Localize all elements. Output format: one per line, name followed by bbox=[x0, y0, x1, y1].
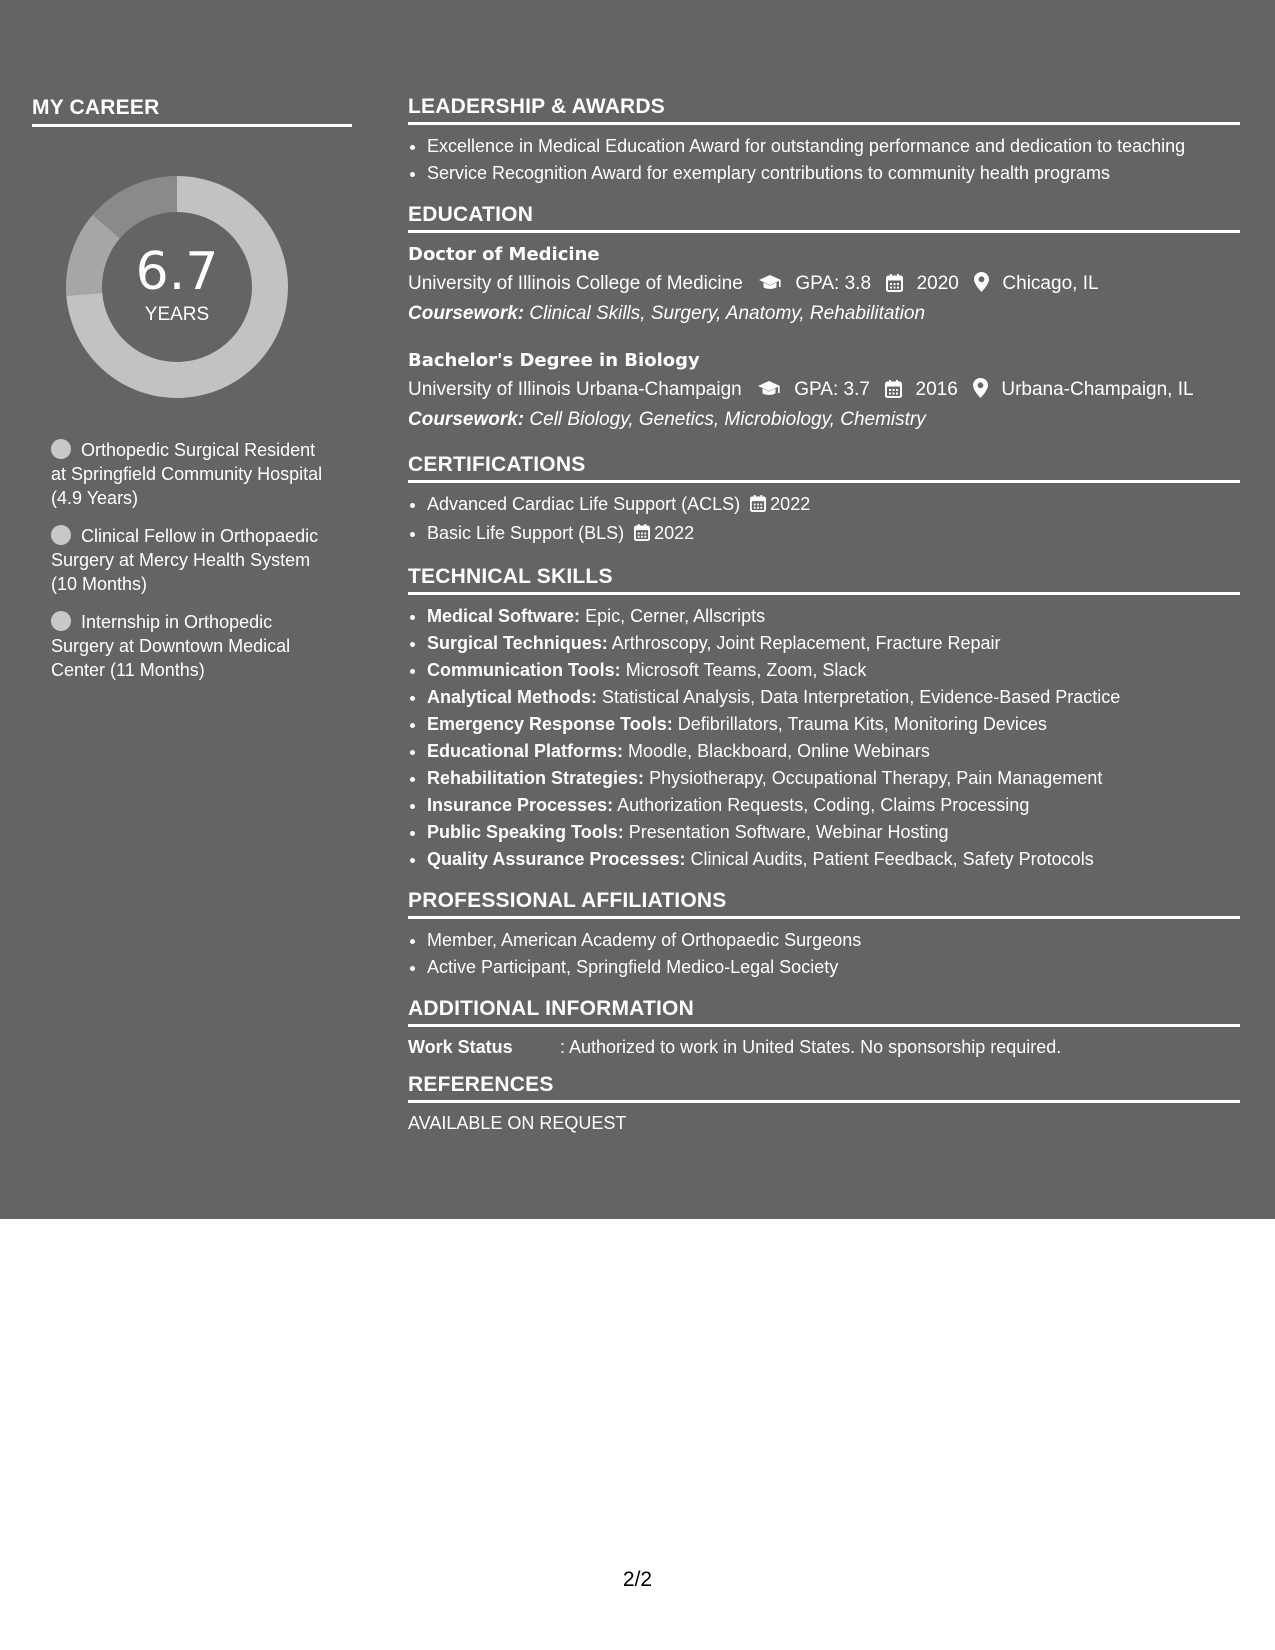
certification-year: 2022 bbox=[654, 523, 695, 543]
graduation-year: 2020 bbox=[916, 273, 959, 294]
school-name: University of Illinois Urbana-Champaign bbox=[408, 379, 742, 400]
graduation-cap-icon bbox=[758, 274, 782, 292]
skill-label: Educational Platforms: bbox=[427, 741, 624, 761]
skill-item bbox=[427, 711, 1240, 738]
map-pin-icon bbox=[974, 272, 989, 292]
skills-title: TECHNICAL SKILLS bbox=[408, 565, 1240, 595]
coursework-value: Clinical Skills, Surgery, Anatomy, Rehabilitation bbox=[529, 303, 926, 324]
career-list bbox=[51, 438, 331, 696]
career-item bbox=[51, 438, 331, 510]
years-label: YEARS bbox=[144, 304, 210, 325]
additional-section bbox=[408, 997, 1240, 1061]
skill-value: Physiotherapy, Occupational Therapy, Pain Management bbox=[649, 768, 1103, 788]
bullet-dot-icon bbox=[51, 439, 71, 459]
career-title: MY CAREER bbox=[32, 96, 352, 127]
gpa: GPA: 3.8 bbox=[795, 273, 872, 294]
leadership-title: LEADERSHIP & AWARDS bbox=[408, 95, 1240, 125]
gpa: GPA: 3.7 bbox=[794, 379, 870, 400]
skill-value: Authorization Requests, Coding, Claims Processing bbox=[617, 795, 1030, 815]
skill-value: Statistical Analysis, Data Interpretation, Evidence-Based Practice bbox=[602, 687, 1121, 707]
career-item bbox=[51, 524, 331, 596]
references-section bbox=[408, 1073, 1240, 1134]
skill-value: Epic, Cerner, Allscripts bbox=[585, 606, 766, 626]
work-status-label: Work Status bbox=[408, 1037, 513, 1057]
coursework bbox=[408, 299, 1240, 329]
work-status-row bbox=[408, 1034, 1240, 1061]
skill-value: Clinical Audits, Patient Feedback, Safety Protocols bbox=[690, 849, 1094, 869]
references-text: AVAILABLE ON REQUEST bbox=[408, 1113, 627, 1133]
bullet-dot-icon bbox=[51, 611, 71, 631]
work-status-value: : Authorized to work in United States. No sponsorship required. bbox=[560, 1037, 1062, 1057]
skill-item bbox=[427, 765, 1240, 792]
career-item-text: Internship in Orthopedic Surgery at Downtown Medical Center (11 Months) bbox=[51, 612, 291, 680]
skill-label: Medical Software: bbox=[427, 606, 581, 626]
certification-name: Advanced Cardiac Life Support (ACLS) bbox=[427, 494, 741, 514]
skill-label: Quality Assurance Processes: bbox=[427, 849, 686, 869]
skill-label: Emergency Response Tools: bbox=[427, 714, 673, 734]
left-column bbox=[32, 96, 352, 680]
coursework-label: Coursework: bbox=[408, 303, 525, 324]
coursework-label: Coursework: bbox=[408, 409, 525, 430]
skill-value: Defibrillators, Trauma Kits, Monitoring Devices bbox=[677, 714, 1047, 734]
skill-item bbox=[427, 846, 1240, 873]
additional-title: ADDITIONAL INFORMATION bbox=[408, 997, 1240, 1027]
map-pin-icon bbox=[973, 378, 988, 398]
education-entry bbox=[408, 241, 1240, 329]
certifications-section bbox=[408, 453, 1240, 549]
skill-value: Arthroscopy, Joint Replacement, Fracture Repair bbox=[611, 633, 1001, 653]
skill-item bbox=[427, 684, 1240, 711]
skill-value: Presentation Software, Webinar Hosting bbox=[628, 822, 949, 842]
skill-item bbox=[427, 657, 1240, 684]
list-item: • Member, American Academy of Orthopaedic Surgeons bbox=[427, 927, 1240, 954]
skill-value: Moodle, Blackboard, Online Webinars bbox=[628, 741, 930, 761]
skill-label: Surgical Techniques: bbox=[427, 633, 608, 653]
leadership-list bbox=[408, 133, 1240, 187]
education-details bbox=[408, 375, 1240, 405]
calendar-icon bbox=[885, 380, 902, 398]
school-name: University of Illinois College of Medicine bbox=[408, 273, 743, 294]
skill-item bbox=[427, 738, 1240, 765]
certification-item bbox=[427, 520, 1240, 549]
skill-item bbox=[427, 819, 1240, 846]
certification-year: 2022 bbox=[770, 494, 811, 514]
certifications-title: CERTIFICATIONS bbox=[408, 453, 1240, 483]
leadership-section bbox=[408, 95, 1240, 187]
skill-item bbox=[427, 630, 1240, 657]
graduation-year: 2016 bbox=[915, 379, 958, 400]
career-item bbox=[51, 610, 331, 682]
skill-label: Analytical Methods: bbox=[427, 687, 598, 707]
skill-item bbox=[427, 603, 1240, 630]
references-title: REFERENCES bbox=[408, 1073, 1240, 1103]
degree-name: Bachelor's Degree in Biology bbox=[408, 350, 700, 371]
list-item: • Service Recognition Award for exemplary contributions to community health programs bbox=[427, 160, 1240, 187]
right-column bbox=[408, 95, 1240, 1150]
calendar-icon bbox=[886, 274, 903, 292]
calendar-icon bbox=[750, 493, 766, 520]
skill-label: Communication Tools: bbox=[427, 660, 621, 680]
affiliations-title: PROFESSIONAL AFFILIATIONS bbox=[408, 889, 1240, 919]
certification-item bbox=[427, 491, 1240, 520]
bullet-dot-icon bbox=[51, 525, 71, 545]
page-number: 2/2 bbox=[622, 1568, 653, 1591]
education-details bbox=[408, 269, 1240, 299]
skill-label: Insurance Processes: bbox=[427, 795, 614, 815]
education-section bbox=[408, 203, 1240, 435]
skill-value: Microsoft Teams, Zoom, Slack bbox=[625, 660, 867, 680]
skills-section bbox=[408, 565, 1240, 873]
education-title: EDUCATION bbox=[408, 203, 1240, 233]
degree-name: Doctor of Medicine bbox=[408, 244, 600, 265]
coursework bbox=[408, 405, 1240, 435]
graduation-cap-icon bbox=[757, 380, 781, 398]
career-donut-chart bbox=[66, 176, 288, 398]
career-item-text: Orthopedic Surgical Resident at Springfield Community Hospital (4.9 Years) bbox=[51, 440, 323, 508]
skill-label: Rehabilitation Strategies: bbox=[427, 768, 645, 788]
career-item-text: Clinical Fellow in Orthopaedic Surgery at Mercy Health System (10 Months) bbox=[51, 526, 319, 594]
years-value: 6.7 bbox=[135, 242, 219, 302]
list-item: • Active Participant, Springfield Medico-Legal Society bbox=[427, 954, 1240, 981]
calendar-icon bbox=[634, 522, 650, 549]
affiliations-section bbox=[408, 889, 1240, 981]
certifications-list bbox=[408, 491, 1240, 549]
skill-label: Public Speaking Tools: bbox=[427, 822, 624, 842]
affiliations-list bbox=[408, 927, 1240, 981]
school-location: Chicago, IL bbox=[1002, 273, 1099, 294]
certification-name: Basic Life Support (BLS) bbox=[427, 523, 625, 543]
education-entry bbox=[408, 347, 1240, 435]
school-location: Urbana-Champaign, IL bbox=[1001, 379, 1194, 400]
skills-list bbox=[408, 603, 1240, 873]
coursework-value: Cell Biology, Genetics, Microbiology, Chemistry bbox=[529, 409, 926, 430]
list-item: • Excellence in Medical Education Award for outstanding performance and dedication to teaching bbox=[427, 133, 1240, 160]
skill-item bbox=[427, 792, 1240, 819]
